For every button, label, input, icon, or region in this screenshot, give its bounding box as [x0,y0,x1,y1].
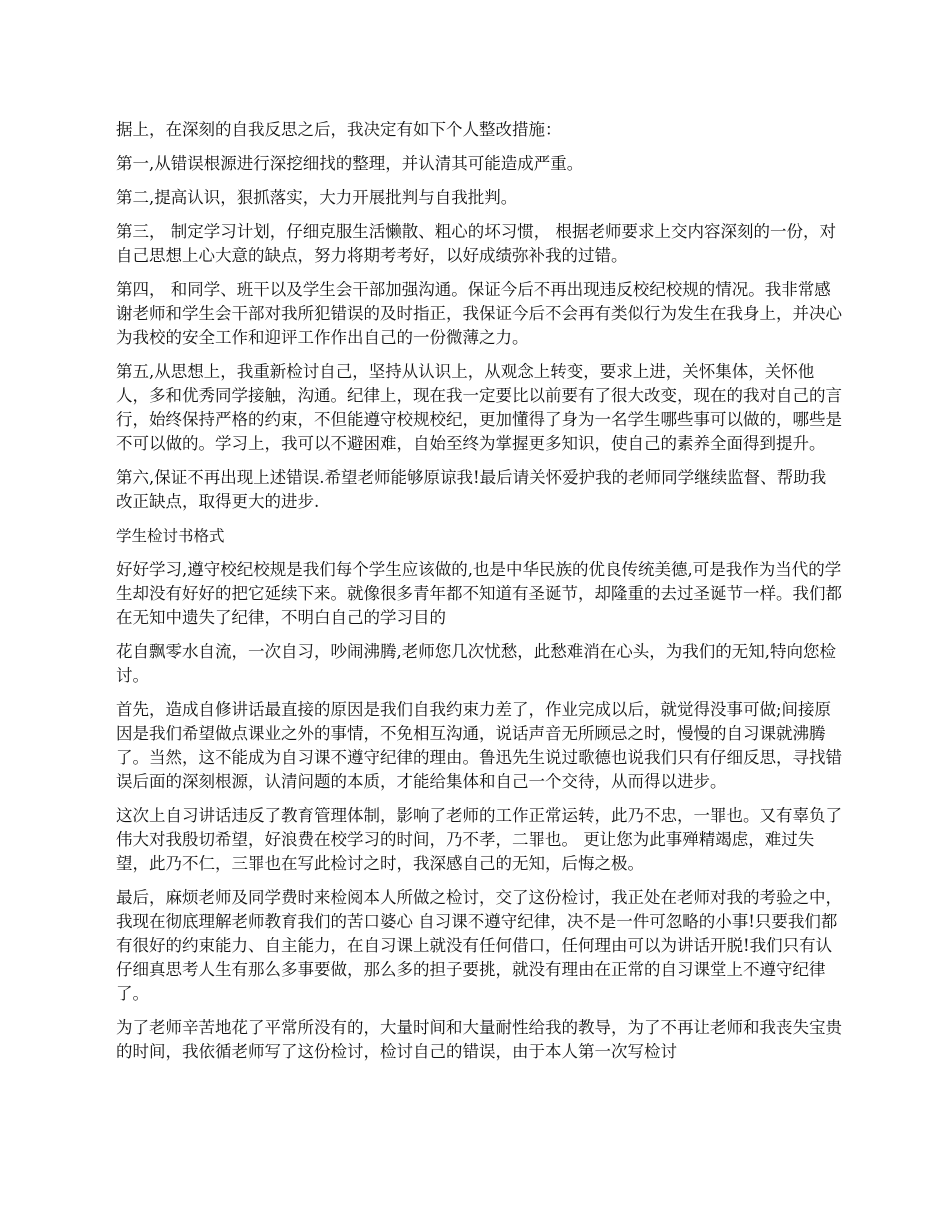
paragraph-discipline-intro: 好好学习,遵守校纪校规是我们每个学生应该做的,也是中华民族的优良传统美德,可是我作为当代的学生却没有好好的把它延续下来。就像很多青年都不知道有圣诞节，却隆重的去过圣诞节一样。我们都在无知中遗失了纪律，不明白自己的学习目的 [116,560,842,627]
paragraph-cause-analysis: 首先，造成自修讲话最直接的原因是我们自我约束力差了，作业完成以后，就觉得没事可做;间接原因是我们希望做点课业之外的事情，不免相互沟通，说话声音无所顾忌之时，慢慢的自习课就沸腾了。当然，这不能成为自习课不遵守纪律的理由。鲁迅先生说过歌德也说我们只有仔细反思，寻找错误后面的深刻根源，认清问题的本质，才能给集体和自己一个交待，从而得以进步。 [116,700,842,791]
paragraph-conclusion: 最后，麻烦老师及同学费时来检阅本人所做之检讨，交了这份检讨，我正处在老师对我的考验之中，我现在彻底理解老师教育我们的苦口婆心 自习课不遵守纪律，决不是一件可忽略的小事!只要我们都有很好的约束能力、自主能力，在自习课上就没有任何借口，任何理由可以为讲话开脱!我们只有认仔细真思考人生有那么多事要做，那么多的担子要挑，就没有理由在正常的自习课堂上不遵守纪律了。 [116,888,842,1003]
section-heading: 学生检讨书格式 [116,527,225,545]
paragraph-closing: 为了老师辛苦地花了平常所没有的，大量时间和大量耐性给我的教导，为了不再让老师和我丧失宝贵的时间，我依循老师写了这份检讨，检讨自己的错误，由于本人第一次写检讨 [116,1018,842,1061]
paragraph-measure-2: 第二,提高认识，狠抓落实，大力开展批判与自我批判。 [116,188,518,207]
paragraph-rectification-intro: 据上，在深刻的自我反思之后，我决定有如下个人整改措施： [116,120,562,139]
paragraph-measure-1: 第一,从错误根源进行深挖细找的整理，并认清其可能造成严重。 [116,154,584,173]
paragraph-measure-4: 第四， 和同学、班干以及学生会干部加强沟通。保证今后不再出现违反校纪校规的情况。我非常感谢老师和学生会干部对我所犯错误的及时指正，我保证今后不会再有类似行为发生在我身上，并决心为我校的安全工作和迎评工作作出自己的一份微薄之力。 [116,280,842,347]
paragraph-measure-6: 第六,保证不再出现上述错误.希望老师能够原谅我!最后请关怀爱护我的老师同学继续监督、帮助我改正缺点，取得更大的进步. [116,468,827,511]
document-body [116,118,842,1074]
paragraph-measure-5: 第五,从思想上，我重新检讨自己，坚持从认识上，从观念上转变，要求上进，关怀集体，关怀他人，多和优秀同学接触，沟通。纪律上，现在我一定要比以前要有了很大改变，现在的我对自己的言行，始终保持严格的约束，不但能遵守校规校纪，更加懂得了身为一名学生哪些事可以做的，哪些是不可以做的。学习上，我可以不避困难，自始至终为掌握更多知识，使自己的素养全面得到提升。 [116,362,842,453]
paragraph-poem-line: 花自飘零水自流，一次自习，吵闹沸腾,老师您几次忧愁，此愁难消在心头，为我们的无知,特向您检讨。 [116,642,836,685]
paragraph-three-faults: 这次上自习讲话违反了教育管理体制，影响了老师的工作正常运转，此乃不忠，一罪也。又有辜负了伟大对我殷切希望，好浪费在校学习的时间，乃不孝，二罪也。 更让您为此事殚精竭虑，难过失望，此乃不仁，三罪也在写此检讨之时，我深感自己的无知，后悔之极。 [116,806,842,873]
paragraph-measure-3: 第三， 制定学习计划，仔细克服生活懒散、粗心的坏习惯， 根据老师要求上交内容深刻的一份，对自己思想上心大意的缺点，努力将期考考好，以好成绩弥补我的过错。 [116,222,836,265]
